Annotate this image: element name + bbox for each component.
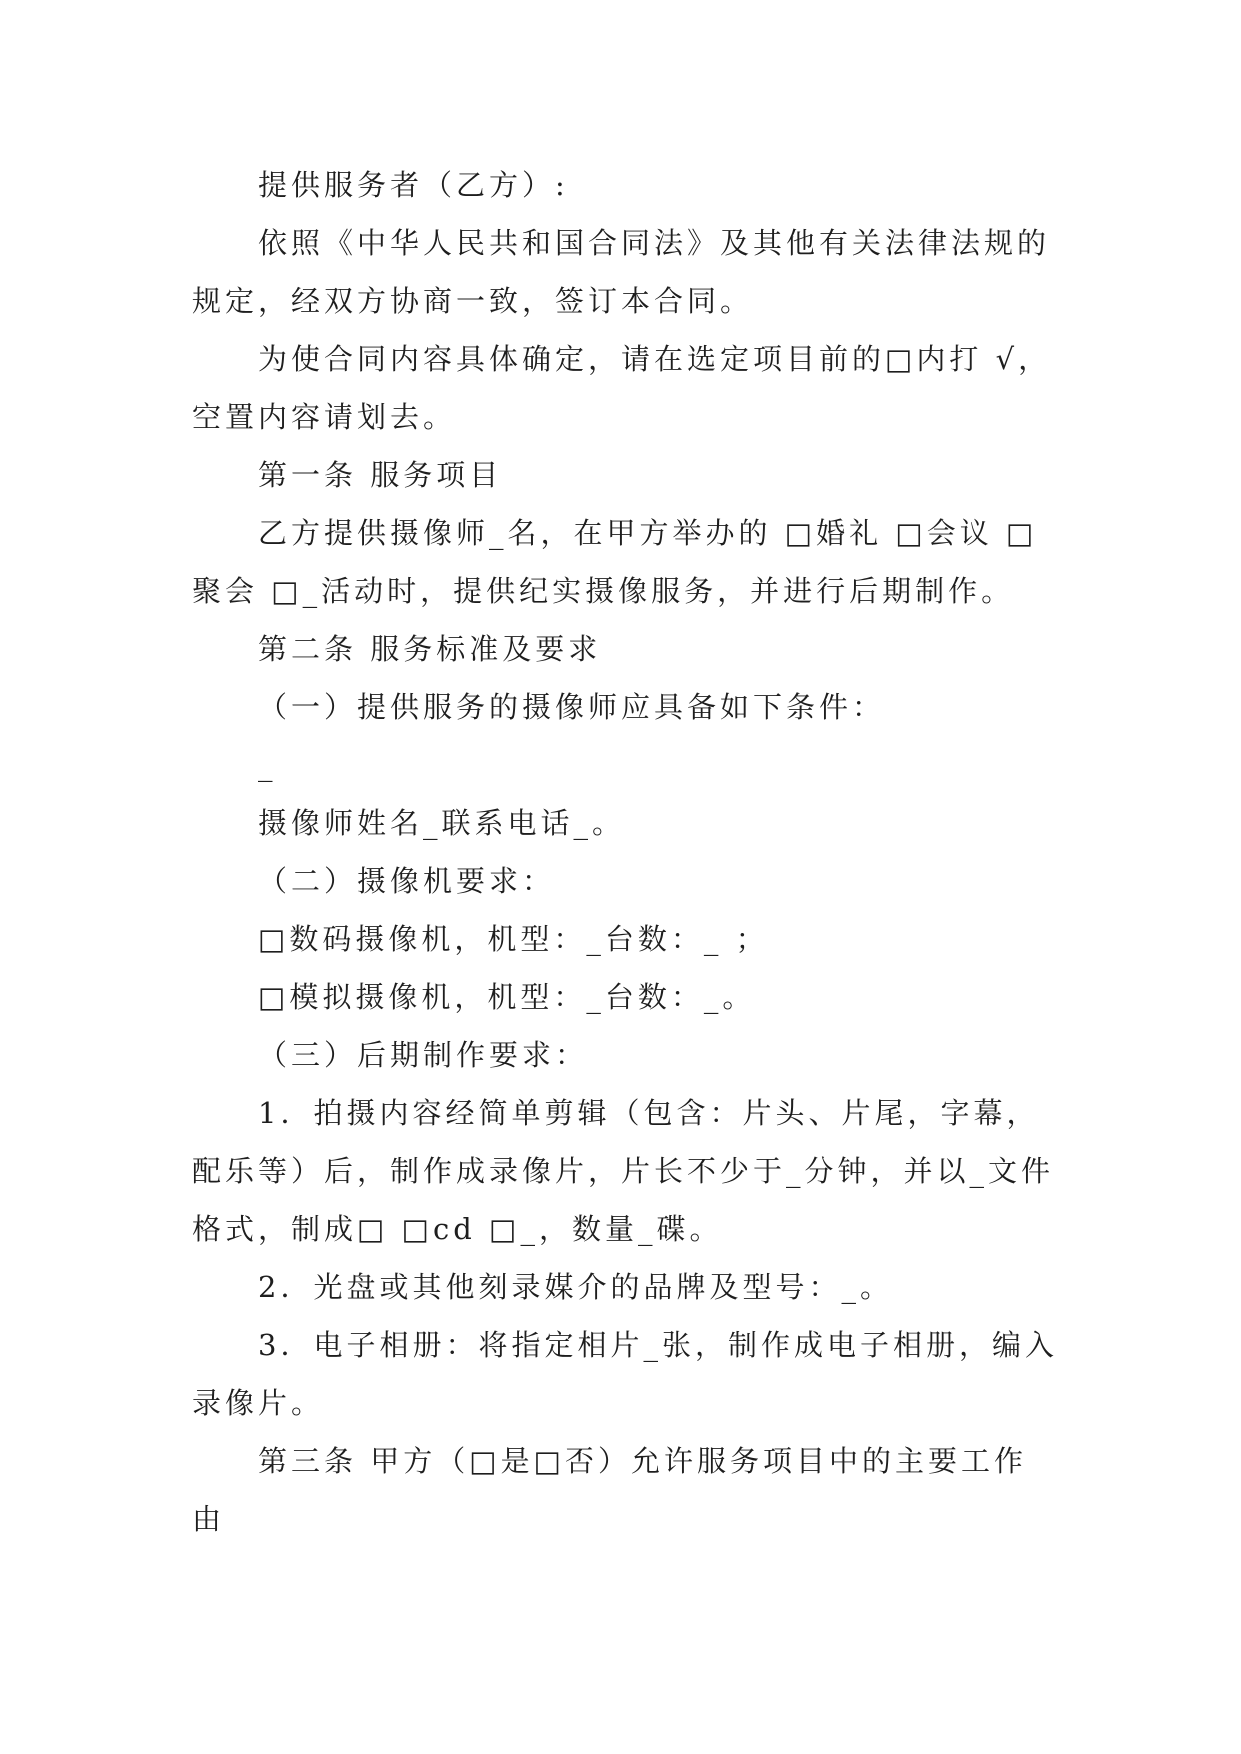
service-provider-party-b	[192, 156, 1121, 214]
paragraph-line: 2．光盘或其他刻录媒介的品牌及型号：_。	[258, 1270, 893, 1304]
clause-3-heading	[192, 1026, 1121, 1084]
paragraph-line: 格式，制成□ □cd □_，数量_碟。	[192, 1212, 723, 1246]
service-items-paragraph	[192, 504, 1121, 620]
article-heading: 第二条 服务标准及要求	[258, 632, 602, 666]
paragraph-line: 为使合同内容具体确定，请在选定项目前的□内打 √，	[258, 342, 1052, 376]
instruction-paragraph	[192, 330, 1121, 446]
paragraph-line: 摄像师姓名_联系电话_。	[258, 806, 626, 840]
clause-heading: （一）提供服务的摄像师应具备如下条件：	[258, 690, 886, 724]
article-3-paragraph	[192, 1432, 1121, 1548]
paragraph-line: □数码摄像机，机型：_台数：_ ；	[258, 922, 769, 956]
post-production-item-2	[192, 1258, 1121, 1316]
paragraph-line: 第三条 甲方（□是□否）允许服务项目中的主要工作	[258, 1444, 1028, 1478]
paragraph-line: 3．电子相册：将指定相片_张，制作成电子相册，编入	[258, 1328, 1058, 1362]
paragraph-line: 依照《中华人民共和国合同法》及其他有关法律法规的	[258, 226, 1051, 260]
paragraph-line: 提供服务者（乙方）:	[258, 168, 569, 202]
post-production-item-1	[192, 1084, 1121, 1258]
paragraph-line: 1．拍摄内容经简单剪辑（包含：片头、片尾，字幕，	[258, 1096, 1040, 1130]
paragraph-line: 乙方提供摄像师_名，在甲方举办的 □婚礼 □会议 □	[258, 516, 1038, 550]
article-2-heading	[192, 620, 1121, 678]
legal-basis-paragraph	[192, 214, 1121, 330]
paragraph-line: _	[258, 748, 277, 782]
paragraph-line: 空置内容请划去。	[192, 400, 457, 434]
paragraph-line: 规定，经双方协商一致，签订本合同。	[192, 284, 754, 318]
cameraman-contact	[192, 794, 1121, 852]
digital-camera-option	[192, 910, 1121, 968]
paragraph-line: 由	[192, 1502, 226, 1536]
paragraph-line: 配乐等）后，制作成录像片，片长不少于_分钟，并以_文件	[192, 1154, 1055, 1188]
article-1-heading	[192, 446, 1121, 504]
paragraph-line: □模拟摄像机，机型：_台数：_。	[258, 980, 756, 1014]
clause-1-heading	[192, 678, 1121, 736]
clause-heading: （二）摄像机要求：	[258, 864, 556, 898]
blank-line	[192, 736, 1121, 794]
article-heading: 第一条 服务项目	[258, 458, 503, 492]
paragraph-line: 录像片。	[192, 1386, 325, 1420]
analog-camera-option	[192, 968, 1121, 1026]
paragraph-line: 聚会 □_活动时，提供纪实摄像服务，并进行后期制作。	[192, 574, 1015, 608]
clause-2-heading	[192, 852, 1121, 910]
post-production-item-3	[192, 1316, 1121, 1432]
clause-heading: （三）后期制作要求：	[258, 1038, 589, 1072]
